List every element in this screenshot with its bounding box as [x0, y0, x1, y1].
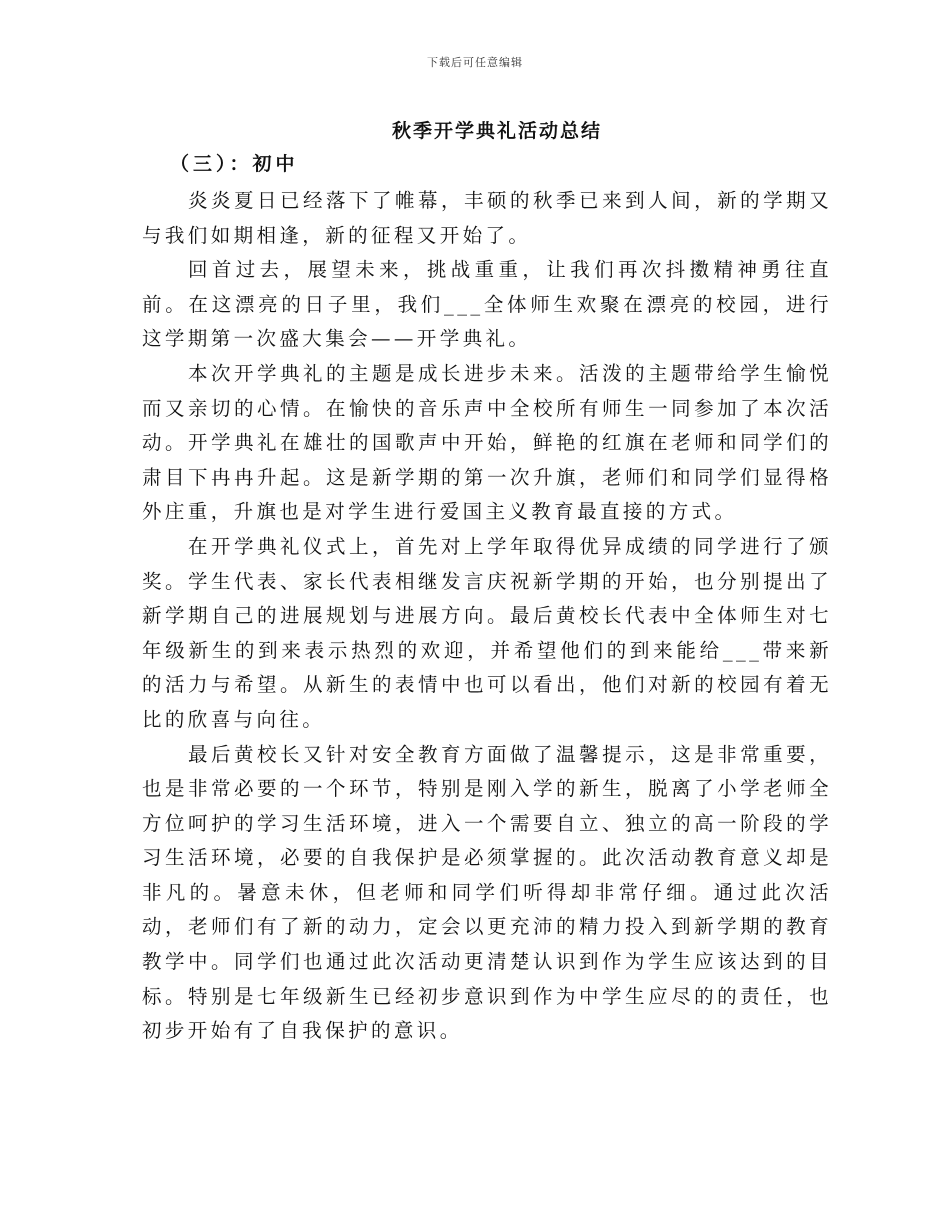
header-note: 下载后可任意编辑 [427, 56, 523, 69]
paragraph-1: 炎炎夏日已经落下了帷幕，丰硕的秋季已来到人间，新的学期又与我们如期相逢，新的征程又开始了。 [142, 189, 832, 247]
document-title: 秋季开学典礼活动总结 [391, 120, 602, 142]
paragraph-4: 在开学典礼仪式上，首先对上学年取得优异成绩的同学进行了颁奖。学生代表、家长代表相继发言庆祝新学期的开始，也分别提出了新学期自己的进展规划与进展方向。最后黄校长代表中全体师生对七年级新生的到来表示热烈的欢迎，并希望他们的到来能给___带来新的活力与希望。从新生的表情中也可以看出，他们对新的校园有着无比的欣喜与向往。 [142, 534, 832, 731]
paragraph-3: 本次开学典礼的主题是成长进步未来。活泼的主题带给学生愉悦而又亲切的心情。在愉快的音乐声中全校所有师生一同参加了本次活动。开学典礼在雄壮的国歌声中开始，鲜艳的红旗在老师和同学们的肃目下冉冉升起。这是新学期的第一次升旗，老师们和同学们显得格外庄重，升旗也是对学生进行爱国主义教育最直接的方式。 [142, 361, 832, 524]
document-subtitle: （三）：初中 [170, 153, 299, 175]
paragraph-5: 最后黄校长又针对安全教育方面做了温馨提示，这是非常重要，也是非常必要的一个环节，特别是刚入学的新生，脱离了小学老师全方位呵护的学习生活环境，进入一个需要自立、独立的高一阶段的学习生活环境，必要的自我保护是必须掌握的。此次活动教育意义却是非凡的。暑意未休，但老师和同学们听得却非常仔细。通过此次活动，老师们有了新的动力，定会以更充沛的精力投入到新学期的教育教学中。同学们也通过此次活动更清楚认识到作为学生应该达到的目标。特别是七年级新生已经初步意识到作为中学生应尽的的责任，也初步开始有了自我保护的意识。 [142, 742, 832, 1043]
paragraph-2: 回首过去，展望未来，挑战重重，让我们再次抖擞精神勇往直前。在这漂亮的日子里，我们___全体师生欢聚在漂亮的校园，进行这学期第一次盛大集会——开学典礼。 [142, 258, 832, 351]
document-body [142, 184, 832, 1049]
